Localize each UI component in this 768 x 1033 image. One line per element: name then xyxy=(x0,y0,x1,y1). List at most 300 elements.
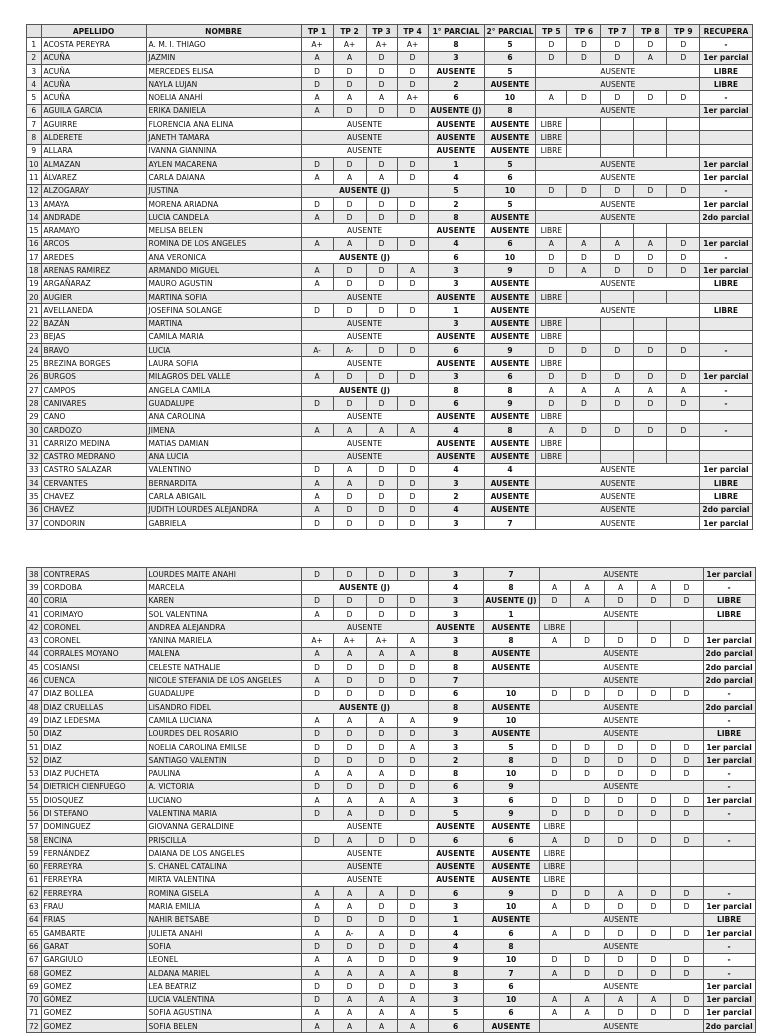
apellido-cell: ALZOGARAY xyxy=(41,184,146,197)
recupera-cell: LIBRE xyxy=(703,607,755,620)
tp1-cell: A xyxy=(301,477,333,490)
tp6-cell: A xyxy=(570,993,604,1006)
tp4-cell: D xyxy=(397,516,428,529)
tp4-cell: D xyxy=(397,78,428,91)
tp5-9-merged-cell: AUSENTE xyxy=(536,516,700,529)
nombre-cell: SANTIAGO VALENTIN xyxy=(146,754,301,767)
tp4-cell: A xyxy=(397,794,428,807)
tp4-cell: D xyxy=(397,277,428,290)
apellido-cell: GARAT xyxy=(41,940,146,953)
tp1-cell: A xyxy=(301,264,333,277)
recupera-cell: - xyxy=(703,833,755,846)
recupera-cell: - xyxy=(700,344,752,357)
header-apellido: APELLIDO xyxy=(41,25,146,38)
tp5-9-merged-cell: AUSENTE xyxy=(539,607,703,620)
tp1-4-merged-cell: AUSENTE xyxy=(301,820,428,833)
recupera-cell xyxy=(703,847,755,860)
tp4-cell: D xyxy=(397,927,428,940)
row-number: 12 xyxy=(27,184,42,197)
recupera-cell: 1er parcial xyxy=(700,104,752,117)
nombre-cell: MARIA EMILIA xyxy=(146,900,301,913)
tp9-cell: D xyxy=(667,344,700,357)
nombre-cell: DAIANA DE LOS ANGELES xyxy=(146,847,301,860)
nombre-cell: VALENTINO xyxy=(146,463,301,476)
table-row xyxy=(27,251,753,264)
nombre-cell: ARMANDO MIGUEL xyxy=(146,264,301,277)
apellido-cell: CORIA xyxy=(41,594,146,607)
row-number: 52 xyxy=(27,754,42,767)
tp7-cell: D xyxy=(601,51,634,64)
parcial-2-cell: AUSENTE xyxy=(484,357,536,370)
tp2-cell: A xyxy=(333,807,366,820)
apellido-cell: BURGOS xyxy=(41,370,146,383)
tp4-cell: A+ xyxy=(397,91,428,104)
tp6-cell xyxy=(567,357,601,370)
tp3-cell: D xyxy=(366,344,397,357)
tp9-cell: D xyxy=(670,740,703,753)
tp2-cell: D xyxy=(333,661,366,674)
tp7-cell xyxy=(601,290,634,303)
table-row xyxy=(27,754,756,767)
tp9-cell: D xyxy=(667,184,700,197)
apellido-cell: AGUILA GARCIA xyxy=(41,104,146,117)
tp4-cell: D xyxy=(397,171,428,184)
tp1-cell: A xyxy=(301,607,333,620)
tp4-cell: D xyxy=(397,900,428,913)
recupera-cell: - xyxy=(703,953,755,966)
tp1-cell: A xyxy=(301,423,333,436)
tp1-4-merged-cell: AUSENTE xyxy=(301,873,428,886)
tp9-cell: D xyxy=(667,423,700,436)
tp4-cell: D xyxy=(397,197,428,210)
row-number: 8 xyxy=(27,131,42,144)
parcial-2-cell xyxy=(483,674,539,687)
parcial-1-cell: 4 xyxy=(428,237,484,250)
tp5-cell: A xyxy=(539,993,570,1006)
nombre-cell: JOSEFINA SOLANGE xyxy=(146,304,301,317)
tp4-cell: D xyxy=(397,64,428,77)
apellido-cell: FRIAS xyxy=(41,913,146,926)
tp5-9-merged-cell: AUSENTE xyxy=(539,1020,703,1033)
recupera-cell: 1er parcial xyxy=(703,794,755,807)
tp9-cell: D xyxy=(670,953,703,966)
tp4-cell: A xyxy=(397,966,428,979)
parcial-1-cell: 3 xyxy=(428,993,483,1006)
apellido-cell: CORDOBA xyxy=(41,581,146,594)
tp6-cell: D xyxy=(567,344,601,357)
tp1-cell: A xyxy=(301,674,333,687)
tp2-cell: D xyxy=(333,940,366,953)
recupera-cell: - xyxy=(703,780,755,793)
tp8-cell: D xyxy=(637,953,670,966)
tp1-cell: D xyxy=(301,661,333,674)
tp4-cell: D xyxy=(397,980,428,993)
tp6-cell xyxy=(570,820,604,833)
tp5-cell: D xyxy=(536,344,567,357)
tp8-cell xyxy=(634,410,667,423)
tp5-9-merged-cell: AUSENTE xyxy=(539,700,703,713)
tp2-cell: D xyxy=(333,727,366,740)
tp6-cell: A xyxy=(567,237,601,250)
apellido-cell: CASTRO MEDRANO xyxy=(41,450,146,463)
parcial-1-cell: 4 xyxy=(428,503,484,516)
nombre-cell: LEONEL xyxy=(146,953,301,966)
tp4-cell: D xyxy=(397,661,428,674)
nombre-cell: LEA BEATRIZ xyxy=(146,980,301,993)
recupera-cell xyxy=(700,437,752,450)
nombre-cell: MAURO AGUSTIN xyxy=(146,277,301,290)
row-number: 61 xyxy=(27,873,42,886)
tp7-cell: D xyxy=(604,740,637,753)
tp8-cell: A xyxy=(634,384,667,397)
nombre-cell: NAHIR BETSABE xyxy=(146,913,301,926)
tp7-cell xyxy=(601,330,634,343)
apellido-cell: ALDERETE xyxy=(41,131,146,144)
parcial-1-cell: AUSENTE xyxy=(428,290,484,303)
grades-table-part-2 xyxy=(26,567,756,1033)
recupera-cell: 1er parcial xyxy=(700,237,752,250)
parcial-2-cell: 5 xyxy=(484,197,536,210)
parcial-2-cell: AUSENTE xyxy=(483,621,539,634)
table-row xyxy=(27,384,753,397)
parcial-1-cell: AUSENTE xyxy=(428,330,484,343)
parcial-1-cell: 3 xyxy=(428,740,483,753)
tp9-cell: D xyxy=(670,807,703,820)
tp9-cell: D xyxy=(670,767,703,780)
tp3-cell: D xyxy=(366,463,397,476)
apellido-cell: CHAVEZ xyxy=(41,503,146,516)
recupera-cell: 2do parcial xyxy=(700,503,752,516)
parcial-1-cell: AUSENTE xyxy=(428,357,484,370)
parcial-2-cell: 10 xyxy=(483,953,539,966)
tp9-cell: D xyxy=(670,927,703,940)
parcial-2-cell: 6 xyxy=(484,370,536,383)
tp5-9-merged-cell: AUSENTE xyxy=(536,197,700,210)
parcial-1-cell: 4 xyxy=(428,581,483,594)
row-number: 37 xyxy=(27,516,42,529)
tp1-cell: A xyxy=(301,211,333,224)
table-row xyxy=(27,594,756,607)
tp6-cell: D xyxy=(570,767,604,780)
tp3-cell: D xyxy=(366,740,397,753)
tp7-cell xyxy=(604,847,637,860)
tp5-cell: D xyxy=(539,740,570,753)
recupera-cell: - xyxy=(700,251,752,264)
nombre-cell: SOFIA BELEN xyxy=(146,1020,301,1033)
row-number: 30 xyxy=(27,423,42,436)
parcial-1-cell: 6 xyxy=(428,397,484,410)
tp5-cell: D xyxy=(536,51,567,64)
parcial-1-cell: 9 xyxy=(428,953,483,966)
parcial-2-cell: 10 xyxy=(484,184,536,197)
tp5-cell: A xyxy=(539,927,570,940)
tp7-cell: D xyxy=(604,754,637,767)
tp1-cell: A xyxy=(301,887,333,900)
nombre-cell: ANDREA ALEJANDRA xyxy=(146,621,301,634)
nombre-cell: IVANNA GIANNINA xyxy=(146,144,301,157)
parcial-1-cell: 3 xyxy=(428,51,484,64)
apellido-cell: CARDOZO xyxy=(41,423,146,436)
tp8-cell xyxy=(634,290,667,303)
parcial-2-cell: 4 xyxy=(484,463,536,476)
tp6-cell: A xyxy=(570,581,604,594)
tp2-cell: D xyxy=(333,211,366,224)
parcial-1-cell: 6 xyxy=(428,344,484,357)
tp7-cell xyxy=(601,410,634,423)
tp5-9-merged-cell: AUSENTE xyxy=(539,940,703,953)
table-row xyxy=(27,740,756,753)
table-row xyxy=(27,820,756,833)
recupera-cell: LIBRE xyxy=(703,913,755,926)
row-number: 47 xyxy=(27,687,42,700)
recupera-cell: LIBRE xyxy=(700,78,752,91)
parcial-2-cell: 8 xyxy=(484,104,536,117)
parcial-1-cell: AUSENTE xyxy=(428,118,484,131)
tp6-cell: D xyxy=(570,900,604,913)
apellido-cell: GAMBARTE xyxy=(41,927,146,940)
tp4-cell: D xyxy=(397,913,428,926)
nombre-cell: GABRIELA xyxy=(146,516,301,529)
tp1-cell: A- xyxy=(301,344,333,357)
tp2-cell: D xyxy=(333,754,366,767)
tp2-cell: A xyxy=(333,794,366,807)
tp2-cell: A xyxy=(333,463,366,476)
parcial-2-cell: 6 xyxy=(483,1006,539,1019)
row-number: 24 xyxy=(27,344,42,357)
table-row xyxy=(27,131,753,144)
parcial-2-cell: 10 xyxy=(483,900,539,913)
table-row xyxy=(27,344,753,357)
tp5-9-merged-cell: AUSENTE xyxy=(536,477,700,490)
tp2-cell: D xyxy=(333,516,366,529)
tp3-cell: D xyxy=(366,197,397,210)
table-row xyxy=(27,860,756,873)
parcial-1-cell: AUSENTE xyxy=(428,847,483,860)
tp6-cell: A xyxy=(567,384,601,397)
recupera-cell xyxy=(703,621,755,634)
tp9-cell xyxy=(670,873,703,886)
tp1-cell: A xyxy=(301,927,333,940)
tp4-cell: D xyxy=(397,237,428,250)
tp3-cell: D xyxy=(366,807,397,820)
parcial-1-cell: 9 xyxy=(428,714,483,727)
table-row xyxy=(27,317,753,330)
nombre-cell: CARLA ABIGAIL xyxy=(146,490,301,503)
tp3-cell: D xyxy=(366,516,397,529)
table-row xyxy=(27,264,753,277)
tp3-cell: D xyxy=(366,477,397,490)
nombre-cell: LISANDRO FIDEL xyxy=(146,700,301,713)
tp1-4-merged-cell: AUSENTE xyxy=(301,317,428,330)
row-number: 56 xyxy=(27,807,42,820)
tp7-cell: D xyxy=(601,423,634,436)
row-number: 31 xyxy=(27,437,42,450)
tp8-cell: D xyxy=(634,91,667,104)
nombre-cell: CELESTE NATHALIE xyxy=(146,661,301,674)
parcial-2-cell: 8 xyxy=(483,754,539,767)
tp6-cell: D xyxy=(570,794,604,807)
tp5-cell: A xyxy=(539,581,570,594)
nombre-cell: JULIETA ANAHI xyxy=(146,927,301,940)
parcial-2-cell: AUSENTE xyxy=(483,1020,539,1033)
parcial-1-cell: AUSENTE xyxy=(428,820,483,833)
tp2-cell: D xyxy=(333,674,366,687)
parcial-1-cell: 5 xyxy=(428,184,484,197)
table-row xyxy=(27,78,753,91)
header-tp1: TP 1 xyxy=(301,25,333,38)
row-number: 58 xyxy=(27,833,42,846)
parcial-2-cell: 10 xyxy=(483,687,539,700)
tp2-cell: D xyxy=(333,568,366,581)
tp3-cell: A xyxy=(366,767,397,780)
apellido-cell: BAZÁN xyxy=(41,317,146,330)
tp6-cell xyxy=(570,847,604,860)
tp1-cell: D xyxy=(301,197,333,210)
tp1-cell: A xyxy=(301,794,333,807)
tp4-cell: A+ xyxy=(397,38,428,51)
row-number: 19 xyxy=(27,277,42,290)
tp3-cell: A xyxy=(366,423,397,436)
recupera-cell xyxy=(700,330,752,343)
recupera-cell: 1er parcial xyxy=(700,157,752,170)
tp3-cell: D xyxy=(366,237,397,250)
row-number: 14 xyxy=(27,211,42,224)
tp9-cell: D xyxy=(667,237,700,250)
row-number: 57 xyxy=(27,820,42,833)
parcial-1-cell: 3 xyxy=(428,370,484,383)
tp9-cell: D xyxy=(670,887,703,900)
parcial-1-cell: 6 xyxy=(428,687,483,700)
tp2-cell: A xyxy=(333,966,366,979)
tp2-cell: A xyxy=(333,953,366,966)
parcial-2-cell: 5 xyxy=(484,157,536,170)
parcial-2-cell: 8 xyxy=(484,423,536,436)
tp5-cell: A xyxy=(536,384,567,397)
tp5-cell: LIBRE xyxy=(536,317,567,330)
tp7-cell: D xyxy=(604,767,637,780)
tp7-cell: D xyxy=(604,900,637,913)
tp9-cell: D xyxy=(670,634,703,647)
table-row xyxy=(27,437,753,450)
apellido-cell: FERREYRA xyxy=(41,887,146,900)
tp7-cell xyxy=(601,317,634,330)
recupera-cell: 1er parcial xyxy=(703,993,755,1006)
tp3-cell: D xyxy=(366,953,397,966)
row-number: 70 xyxy=(27,993,42,1006)
tp4-cell: D xyxy=(397,833,428,846)
apellido-cell: CANO xyxy=(41,410,146,423)
table-row xyxy=(27,224,753,237)
parcial-1-cell: 3 xyxy=(428,900,483,913)
tp2-cell: D xyxy=(333,490,366,503)
tp9-cell: D xyxy=(670,594,703,607)
table-row xyxy=(27,450,753,463)
nombre-cell: A. VICTORIA xyxy=(146,780,301,793)
tp8-cell: D xyxy=(634,370,667,383)
tp9-cell: D xyxy=(670,966,703,979)
table-row xyxy=(27,581,756,594)
tp5-9-merged-cell: AUSENTE xyxy=(536,277,700,290)
nombre-cell: AYLEN MACARENA xyxy=(146,157,301,170)
tp1-cell: A xyxy=(301,237,333,250)
row-number: 53 xyxy=(27,767,42,780)
row-number: 45 xyxy=(27,661,42,674)
recupera-cell: 1er parcial xyxy=(700,197,752,210)
parcial-2-cell: 8 xyxy=(483,940,539,953)
tp2-cell: A- xyxy=(333,344,366,357)
tp8-cell xyxy=(634,437,667,450)
tp1-cell: D xyxy=(301,157,333,170)
parcial-2-cell: AUSENTE xyxy=(483,913,539,926)
tp5-cell: D xyxy=(539,953,570,966)
parcial-1-cell: 8 xyxy=(428,966,483,979)
tp6-cell xyxy=(567,410,601,423)
apellido-cell: GÓMEZ xyxy=(41,993,146,1006)
table-row xyxy=(27,304,753,317)
table-row xyxy=(27,687,756,700)
apellido-cell: FERREYRA xyxy=(41,860,146,873)
tp7-cell: D xyxy=(601,91,634,104)
recupera-cell: - xyxy=(700,384,752,397)
tp5-cell: A xyxy=(539,1006,570,1019)
tp5-cell: LIBRE xyxy=(536,131,567,144)
apellido-cell: DIAZ CRUELLAS xyxy=(41,700,146,713)
recupera-cell: - xyxy=(700,423,752,436)
tp5-cell: A xyxy=(536,423,567,436)
row-number: 18 xyxy=(27,264,42,277)
table-row xyxy=(27,953,756,966)
tp8-cell: A xyxy=(634,237,667,250)
tp5-9-merged-cell: AUSENTE xyxy=(536,503,700,516)
parcial-2-cell: 7 xyxy=(483,966,539,979)
tp1-cell: A xyxy=(301,277,333,290)
nombre-cell: LOURDES MAITE ANAHI xyxy=(146,568,301,581)
nombre-cell: ERIKA DANIELA xyxy=(146,104,301,117)
apellido-cell: CAMPOS xyxy=(41,384,146,397)
tp7-cell xyxy=(604,860,637,873)
tp5-9-merged-cell: AUSENTE xyxy=(536,211,700,224)
apellido-cell: BEJAS xyxy=(41,330,146,343)
tp5-cell: LIBRE xyxy=(536,118,567,131)
parcial-2-cell: 1 xyxy=(483,607,539,620)
tp3-cell: D xyxy=(366,264,397,277)
tp3-cell: D xyxy=(366,594,397,607)
tp9-cell xyxy=(670,860,703,873)
tp7-cell: D xyxy=(604,807,637,820)
apellido-cell: CORONEL xyxy=(41,621,146,634)
tp1-cell: A xyxy=(301,171,333,184)
recupera-cell: - xyxy=(703,940,755,953)
recupera-cell: 1er parcial xyxy=(700,264,752,277)
nombre-cell: MERCEDES ELISA xyxy=(146,64,301,77)
parcial-2-cell: 6 xyxy=(483,833,539,846)
tp4-cell: A xyxy=(397,1020,428,1033)
apellido-cell: AUGIER xyxy=(41,290,146,303)
recupera-cell: - xyxy=(703,687,755,700)
tp1-cell: A xyxy=(301,91,333,104)
parcial-1-cell: AUSENTE xyxy=(428,621,483,634)
tp4-cell: D xyxy=(397,157,428,170)
row-number: 22 xyxy=(27,317,42,330)
nombre-cell: S. CHANEL CATALINA xyxy=(146,860,301,873)
nombre-cell: MARTINA SOFIA xyxy=(146,290,301,303)
tp4-cell: D xyxy=(397,503,428,516)
recupera-cell: 1er parcial xyxy=(703,900,755,913)
tp3-cell: D xyxy=(366,980,397,993)
tp6-cell: D xyxy=(567,251,601,264)
tp4-cell: A xyxy=(397,740,428,753)
row-number: 25 xyxy=(27,357,42,370)
